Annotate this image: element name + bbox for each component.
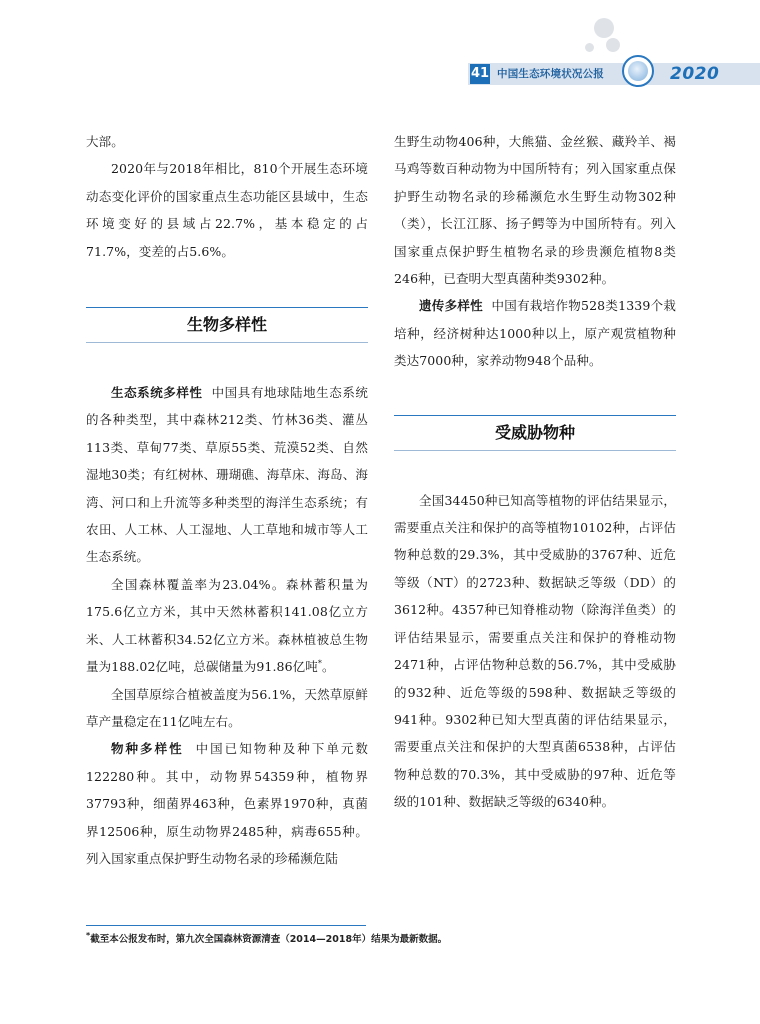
paragraph — [394, 292, 676, 374]
globe-inner-icon — [628, 61, 648, 81]
footnote-marker: * — [317, 658, 322, 668]
paragraph-text: 中国有栽培作物528类1339个栽培种，经济树种达1000种以上，原产观赏植物种类达7000种，家养动物948个品种。 — [394, 298, 676, 369]
paragraph — [86, 735, 368, 872]
footnote-divider — [86, 925, 366, 926]
paragraph — [86, 379, 368, 571]
paragraph-text: 中国已知物种及种下单元数122280种。其中，动物界54359种，植物界37793种，细菌界463种，色素界1970种，真菌界12506种，原生动物界2485种，病毒655种。列入国家重点保护野生动物名录的珍稀濒危陆 — [86, 741, 368, 866]
paragraph-lead: 生态系统多样性 — [111, 385, 203, 401]
report-title: 中国生态环境状况公报 — [497, 68, 604, 80]
paragraph: 全国34450种已知高等植物的评估结果显示，需要重点关注和保护的高等植物10102种，占评估物种总数的29.3%，其中受威胁的3767种、近危等级（NT）的2723种、数据缺乏等级（DD）的3612种。4357种已知脊椎动物（除海洋鱼类）的评估结果显示，需要重点关注和保护的脊椎动物2471种，占评估物种总数的56.7%，其中受威胁的932种、近危等级的598种、数据缺乏等级的941种。9302种已知大型真菌的评估结果显示，需要重点关注和保护的大型真菌6538种，占评估物种总数的70.3%，其中受威胁的97种、近危等级的101种、数据缺乏等级的6340种。 — [394, 492, 676, 810]
decorative-circle — [594, 18, 614, 38]
decorative-circle — [585, 43, 594, 52]
paragraph — [86, 571, 368, 681]
footnote-text: 截至本公报发布时，第九次全国森林资源清查（2014—2018年）结果为最新数据。 — [90, 934, 448, 946]
section-heading-threatened-species — [394, 415, 676, 451]
report-year: 2020 — [670, 64, 720, 84]
paragraph-text: 。 — [321, 659, 335, 675]
section-title: 受威胁物种 — [494, 422, 575, 442]
paragraph-lead: 遗传多样性 — [419, 298, 483, 314]
paragraph: 生野生动物406种，大熊猫、金丝猴、藏羚羊、褐马鸡等数百种动物为中国所特有；列入国家重点保护野生动物名录的珍稀濒危水生野生动物302种（类），长江江豚、扬子鳄等为中国所特有。列入国家重点保护野生植物名录的珍贵濒危植物8类246种，已查明大型真菌种类9302种。 — [394, 134, 676, 287]
paragraph: 2020年与2018年相比，810个开展生态环境动态变化评价的国家重点生态功能区县域中，生态环境变好的县域占22.7%，基本稳定的占71.7%，变差的占5.6%。 — [86, 161, 368, 259]
left-column — [86, 128, 368, 872]
paragraph: 全国草原综合植被盖度为56.1%，天然草原鲜草产量稳定在11亿吨左右。 — [86, 686, 368, 729]
footnote-marker: * — [86, 931, 91, 940]
paragraph-text: 全国森林覆盖率为23.04%。森林蓄积量为175.6亿立方米，其中天然林蓄积141.08亿立方米、人工林蓄积34.52亿立方米。森林植被总生物量为188.02亿吨，总碳储量为91.86亿吨 — [86, 576, 368, 675]
paragraph: 大部。 — [86, 134, 124, 149]
footnote — [86, 931, 447, 945]
section-heading-biodiversity — [86, 307, 368, 343]
page-number: 41 — [470, 64, 490, 84]
paragraph-lead: 物种多样性 — [111, 741, 184, 757]
right-column — [394, 128, 676, 816]
paragraph-text: 中国具有地球陆地生态系统的各种类型，其中森林212类、竹林36类、灌丛113类、草甸77类、草原55类、荒漠52类、自然湿地30类；有红树林、珊瑚礁、海草床、海岛、海湾、河口和上升流等多种类型的海洋生态系统；有农田、人工林、人工湿地、人工草地和城市等人工生态系统。 — [86, 385, 369, 565]
decorative-circle — [606, 38, 620, 52]
section-title: 生物多样性 — [186, 315, 267, 335]
